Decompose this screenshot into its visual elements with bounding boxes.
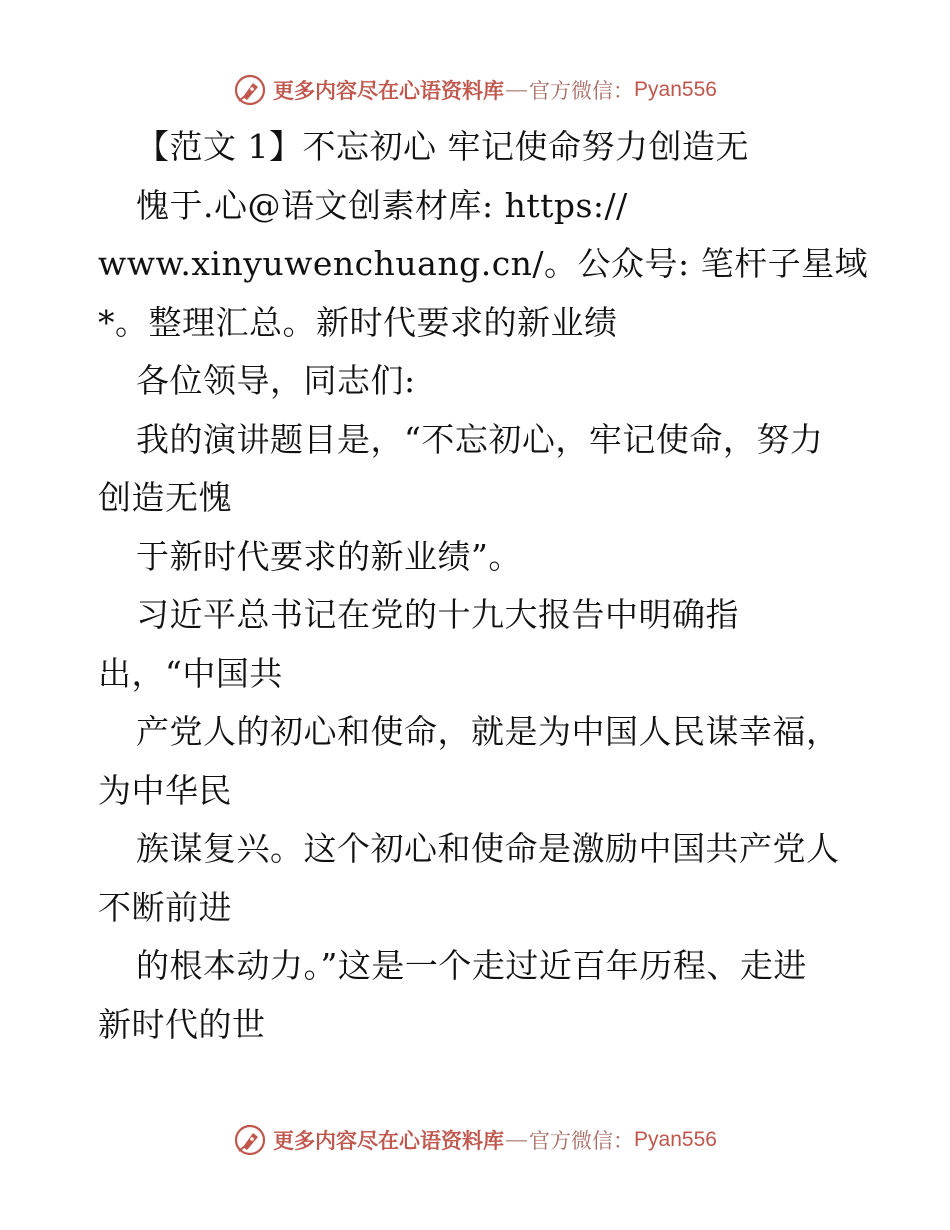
document-line: 习近平总书记在党的十九大报告中明确指 (136, 595, 739, 634)
banner-site-text: 更多内容尽在心语资料库 (273, 1128, 505, 1153)
pen-nib-logo-icon (233, 73, 267, 107)
document-line: 出，“中国共 (98, 653, 283, 693)
banner-dash: — (506, 78, 528, 101)
document-line: 我的演讲题目是，“不忘初心，牢记使命，努力 (136, 419, 824, 459)
document-line: 于新时代要求的新业绩”。 (136, 536, 522, 576)
banner-wechat-id: Pyan556 (634, 1128, 717, 1151)
document-line: 新时代的世 (98, 1004, 266, 1044)
document-body (98, 118, 878, 1054)
banner-site-text: 更多内容尽在心语资料库 (273, 78, 505, 103)
banner-dash: — (506, 1128, 528, 1151)
document-line: 产党人的初心和使命，就是为中国人民谋幸福， (136, 712, 840, 751)
banner-wechat-label: 官方微信： (529, 1129, 635, 1153)
banner-wechat-label: 官方微信： (529, 79, 635, 103)
document-title-line-1: 【范文 1】不忘初心 牢记使命努力创造无 (136, 127, 749, 166)
document-line: 为中华民 (98, 770, 232, 810)
document-line: *。整理汇总。新时代要求的新业绩 (98, 302, 618, 342)
header-banner (0, 70, 950, 110)
document-line: 愧于.心@语文创素材库: https:// (136, 185, 628, 225)
pen-nib-logo-icon (233, 1123, 267, 1157)
document-greeting: 各位领导，同志们: (136, 361, 416, 400)
document-line: 不断前进 (98, 887, 232, 927)
banner-wechat-id: Pyan556 (634, 78, 717, 101)
document-line: www.xinyuwenchuang.cn/。公众号: 笔杆子星域 (98, 244, 869, 283)
document-line: 的根本动力。”这是一个走过近百年历程、走进 (136, 946, 807, 985)
document-line: 创造无愧 (98, 478, 232, 517)
footer-banner (0, 1120, 950, 1160)
document-line: 族谋复兴。这个初心和使命是激励中国共产党人 (136, 829, 840, 868)
